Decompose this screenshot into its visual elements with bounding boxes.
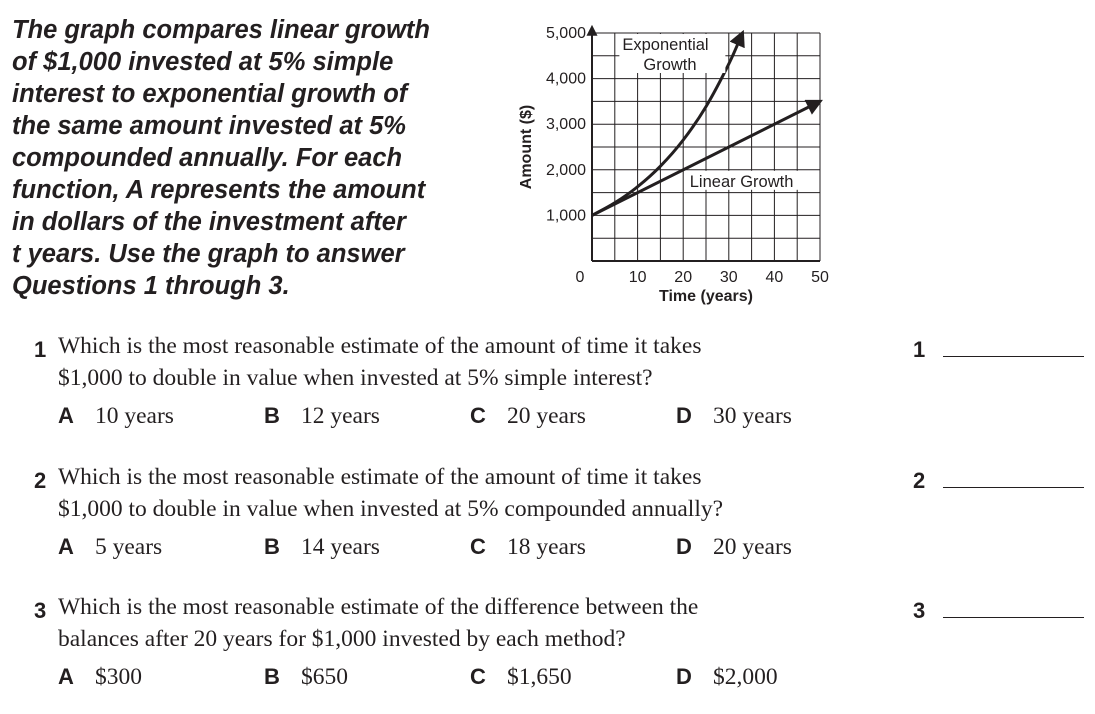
choice-text: 5 years xyxy=(95,534,163,560)
answer-number: 3 xyxy=(913,598,926,623)
y-axis-title: Amount ($) xyxy=(518,104,535,190)
exponential-label: Exponential xyxy=(622,36,709,54)
choice-text: $650 xyxy=(301,664,348,690)
choice-text: $300 xyxy=(95,664,142,690)
answer-number: 2 xyxy=(913,468,926,493)
choice-letter: B xyxy=(264,534,280,559)
question-text-line: Which is the most reasonable estimate of the amount of time it takes xyxy=(58,333,702,359)
choice-letter: D xyxy=(676,664,692,689)
question-text-line: $1,000 to double in value when invested at 5% simple interest? xyxy=(58,365,653,391)
x-tick-label: 10 xyxy=(628,269,647,286)
question-text-line: balances after 20 years for $1,000 invested by each method? xyxy=(58,626,626,652)
choice-letter: A xyxy=(58,403,74,428)
intro-line: of $1,000 invested at 5% simple xyxy=(12,48,394,76)
origin-label: 0 xyxy=(575,269,585,286)
choice-text: $1,650 xyxy=(507,664,572,690)
choice-letter: C xyxy=(470,664,486,689)
intro-line: interest to exponential growth of xyxy=(12,80,408,108)
choice-c[interactable] xyxy=(470,664,572,691)
y-tick-label: 4,000 xyxy=(545,70,586,88)
answer-blank[interactable] xyxy=(943,487,1084,488)
choice-a[interactable] xyxy=(58,403,174,430)
choice-d[interactable] xyxy=(676,664,778,691)
choice-letter: A xyxy=(58,534,74,559)
choice-text: 12 years xyxy=(301,403,380,429)
choice-b[interactable] xyxy=(264,534,380,561)
intro-line: t years. Use the graph to answer xyxy=(12,240,405,268)
question-text-line: $1,000 to double in value when invested at 5% compounded annually? xyxy=(58,496,724,522)
choice-c[interactable] xyxy=(470,403,586,430)
choice-text: 20 years xyxy=(713,534,792,560)
choice-text: 30 years xyxy=(713,403,792,429)
y-tick-label: 1,000 xyxy=(545,207,586,225)
intro-line: function, A represents the amount xyxy=(12,176,426,204)
answer-blank[interactable] xyxy=(943,617,1084,618)
choice-a[interactable] xyxy=(58,534,162,561)
choice-text: 14 years xyxy=(301,534,380,560)
choice-text: 10 years xyxy=(95,403,174,429)
choice-text: 18 years xyxy=(507,534,586,560)
choice-d[interactable] xyxy=(676,534,792,561)
question-number: 3 xyxy=(34,598,47,623)
intro-paragraph xyxy=(12,14,492,302)
question-number: 1 xyxy=(34,337,47,362)
choice-letter: D xyxy=(676,534,692,559)
x-tick-label: 40 xyxy=(765,269,784,286)
x-tick-label: 50 xyxy=(811,269,829,286)
question-text-line: Which is the most reasonable estimate of the amount of time it takes xyxy=(58,464,702,490)
answer-blank[interactable] xyxy=(943,356,1084,357)
y-tick-label: 5,000 xyxy=(545,25,586,42)
intro-line: Questions 1 through 3. xyxy=(12,272,290,300)
linear-label: Linear Growth xyxy=(689,172,794,191)
exponential-label: Growth xyxy=(643,56,697,74)
choice-letter: C xyxy=(470,534,486,559)
choice-text: $2,000 xyxy=(713,664,778,690)
choice-letter: C xyxy=(470,403,486,428)
choice-b[interactable] xyxy=(264,403,380,430)
choice-a[interactable] xyxy=(58,664,142,691)
choice-b[interactable] xyxy=(264,664,348,691)
y-tick-label: 2,000 xyxy=(545,161,586,179)
choice-d[interactable] xyxy=(676,403,792,430)
intro-line: the same amount invested at 5% xyxy=(12,112,406,140)
intro-line: in dollars of the investment after xyxy=(12,208,406,236)
x-tick-label: 20 xyxy=(674,269,693,286)
x-tick-label: 30 xyxy=(719,269,738,286)
intro-line: compounded annually. For each xyxy=(12,144,403,172)
answer-number: 1 xyxy=(913,337,926,362)
growth-chart xyxy=(510,18,840,313)
y-tick-label: 3,000 xyxy=(545,116,586,134)
choice-letter: B xyxy=(264,403,280,428)
choice-letter: A xyxy=(58,664,74,689)
question-text-line: Which is the most reasonable estimate of the difference between the xyxy=(58,594,699,620)
choice-letter: D xyxy=(676,403,692,428)
choice-letter: B xyxy=(264,664,280,689)
question-number: 2 xyxy=(34,468,47,493)
x-axis-title: Time (years) xyxy=(659,288,753,305)
choice-text: 20 years xyxy=(507,403,586,429)
choice-c[interactable] xyxy=(470,534,586,561)
intro-line: The graph compares linear growth xyxy=(12,16,430,44)
